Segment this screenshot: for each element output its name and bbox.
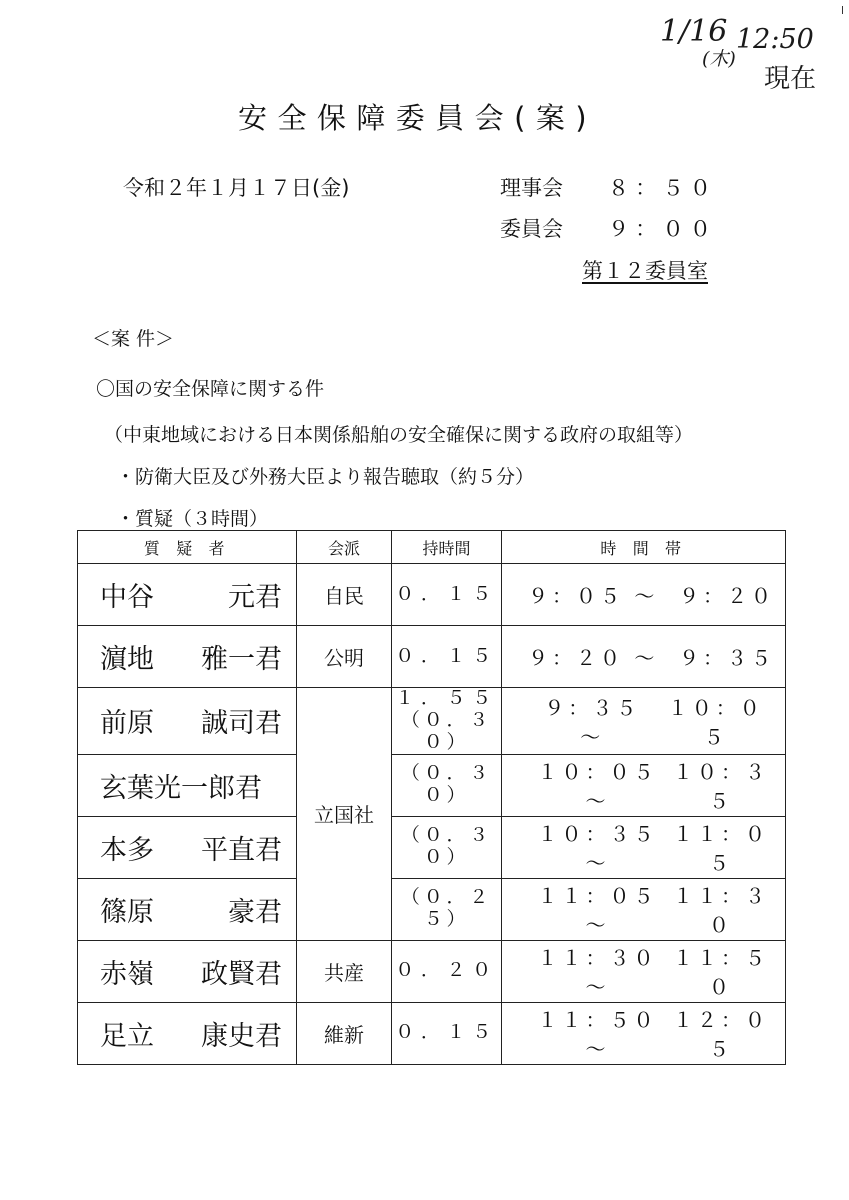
time-held: ０．１５ <box>392 1002 502 1064</box>
questioner-name: 濵地 雅一君 <box>78 626 297 688</box>
time-held: （０．３０） <box>392 816 502 878</box>
table-row <box>78 688 786 755</box>
questioner-name: 本多 平直君 <box>78 816 297 878</box>
time-held: （０．２５） <box>392 878 502 940</box>
party-cell: 立国社 <box>297 688 392 941</box>
committee-time: ９：００ <box>608 217 718 241</box>
agenda-heading: ＜案 件＞ <box>92 328 175 350</box>
handwritten-date: 1/16 <box>660 14 728 49</box>
time-held: １．５５ （０．３０） <box>392 688 502 755</box>
table-header-row <box>78 531 786 564</box>
header-slot: 時 間 帯 <box>502 531 786 564</box>
header-questioner: 質 疑 者 <box>78 531 297 564</box>
header-party: 会派 <box>297 531 392 564</box>
table-row <box>78 754 786 816</box>
time-slot: １０：３５ ～ １１：０５ <box>502 816 786 878</box>
time-slot: １１：５０ ～ １２：０５ <box>502 1002 786 1064</box>
table-row <box>78 878 786 940</box>
party-cell: 共産 <box>297 940 392 1002</box>
time-held: （０．３０） <box>392 754 502 816</box>
party-cell: 公明 <box>297 626 392 688</box>
schedule-table <box>77 530 786 1065</box>
handwritten-time: 12:50 <box>736 24 814 55</box>
questioner-name: 足立 康史君 <box>78 1002 297 1064</box>
time-held: ０．２０ <box>392 940 502 1002</box>
time-slot: ９：３５ ～ １０：０５ <box>502 688 786 755</box>
party-cell: 自民 <box>297 564 392 626</box>
agenda-item: 〇国の安全保障に関する件 <box>96 378 325 400</box>
board-label: 理事会 <box>500 176 563 200</box>
meeting-date: 令和２年１月１７日(金) <box>123 176 350 200</box>
questioner-name: 篠原 豪君 <box>78 878 297 940</box>
header-time-held: 持時間 <box>392 531 502 564</box>
questioner-name: 中谷 元君 <box>78 564 297 626</box>
time-held: ０．１５ <box>392 626 502 688</box>
board-time: ８：５０ <box>608 176 718 200</box>
table-row <box>78 1002 786 1064</box>
questioner-name: 赤嶺 政賢君 <box>78 940 297 1002</box>
time-held: ０．１５ <box>392 564 502 626</box>
time-slot: １０：０５ ～ １０：３５ <box>502 754 786 816</box>
edge-mark <box>842 6 843 14</box>
agenda-subtitle: （中東地域における日本関係船舶の安全確保に関する政府の取組等） <box>104 424 694 446</box>
committee-label: 委員会 <box>500 217 563 241</box>
agenda-bullet-report: ・防衛大臣及び外務大臣より報告聴取（約５分） <box>116 466 535 488</box>
questioner-name: 前原 誠司君 <box>78 688 297 755</box>
time-slot: １１：３０ ～ １１：５０ <box>502 940 786 1002</box>
time-slot: ９：０５ ～ ９：２０ <box>502 564 786 626</box>
meeting-room: 第１２委員室 <box>582 259 708 283</box>
agenda-bullet-questions: ・質疑（３時間） <box>116 508 269 530</box>
page-title: 安全保障委員会(案) <box>238 101 598 135</box>
party-cell: 維新 <box>297 1002 392 1064</box>
questioner-name: 玄葉光一郎君 <box>78 754 297 816</box>
handwritten-status: 現在 <box>764 64 817 94</box>
table-row <box>78 940 786 1002</box>
table-row <box>78 564 786 626</box>
handwritten-weekday: (木) <box>702 48 736 70</box>
table-row <box>78 626 786 688</box>
time-slot: ９：２０ ～ ９：３５ <box>502 626 786 688</box>
table-row <box>78 816 786 878</box>
time-slot: １１：０５ ～ １１：３０ <box>502 878 786 940</box>
